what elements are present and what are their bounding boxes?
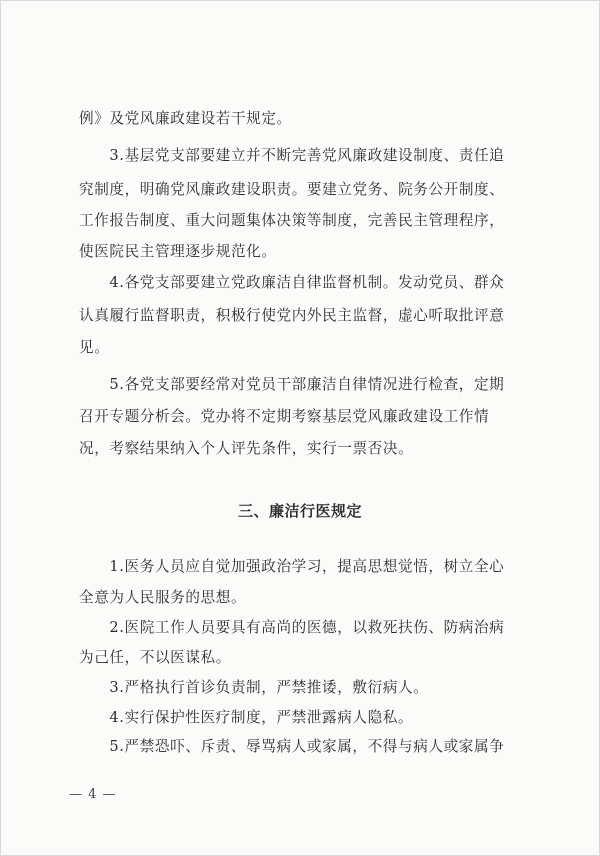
text-line: 2.医院工作人员要具有高尚的医德，以救死扶伤、防病治病 [79, 619, 505, 636]
text-line: 全意为人民服务的思想。 [79, 589, 247, 606]
text-line: 召开专题分析会。党办将不定期考察基层党风廉政建设工作情 [79, 408, 490, 425]
text-line: 5.各党支部要经常对党员干部廉洁自律情况进行检查，定期 [79, 376, 505, 393]
text-line: 见。 [79, 339, 110, 356]
text-line: 5.严禁恐吓、斥责、辱骂病人或家属，不得与病人或家属争 [79, 738, 505, 755]
text-line: 况，考察结果纳入个人评先条件，实行一票否决。 [79, 440, 414, 457]
text-line: 3.严格执行首诊负责制，严禁推诿，敷衍病人。 [79, 679, 429, 696]
page-number: — 4 — [69, 787, 117, 802]
text-line: 为己任，不以医谋私。 [79, 649, 231, 666]
text-line: 认真履行监督职责，积极行使党内外民主监督，虚心听取批评意 [79, 307, 505, 324]
text-line: 1.医务人员应自觉加强政治学习，提高思想觉悟，树立全心 [79, 558, 505, 575]
text-line: 4.各党支部要建立党政廉洁自律监督机制。发动党员、群众 [79, 274, 505, 291]
text-line: 例》及党风廉政建设若干规定。 [79, 110, 292, 127]
text-line: 3.基层党支部要建立并不断完善党风廉政建设制度、责任追 [79, 147, 505, 164]
text-line: 4.实行保护性医疗制度，严禁泄露病人隐私。 [79, 709, 414, 726]
section-heading: 三、廉洁行医规定 [237, 502, 362, 520]
text-line: 使医院民主管理逐步规范化。 [79, 243, 277, 260]
text-line: 究制度，明确党风廉政建设职责。要建立党务、院务公开制度、 [79, 181, 505, 198]
text-line: 工作报告制度、重大问题集体决策等制度，完善民主管理程序， [79, 212, 505, 229]
